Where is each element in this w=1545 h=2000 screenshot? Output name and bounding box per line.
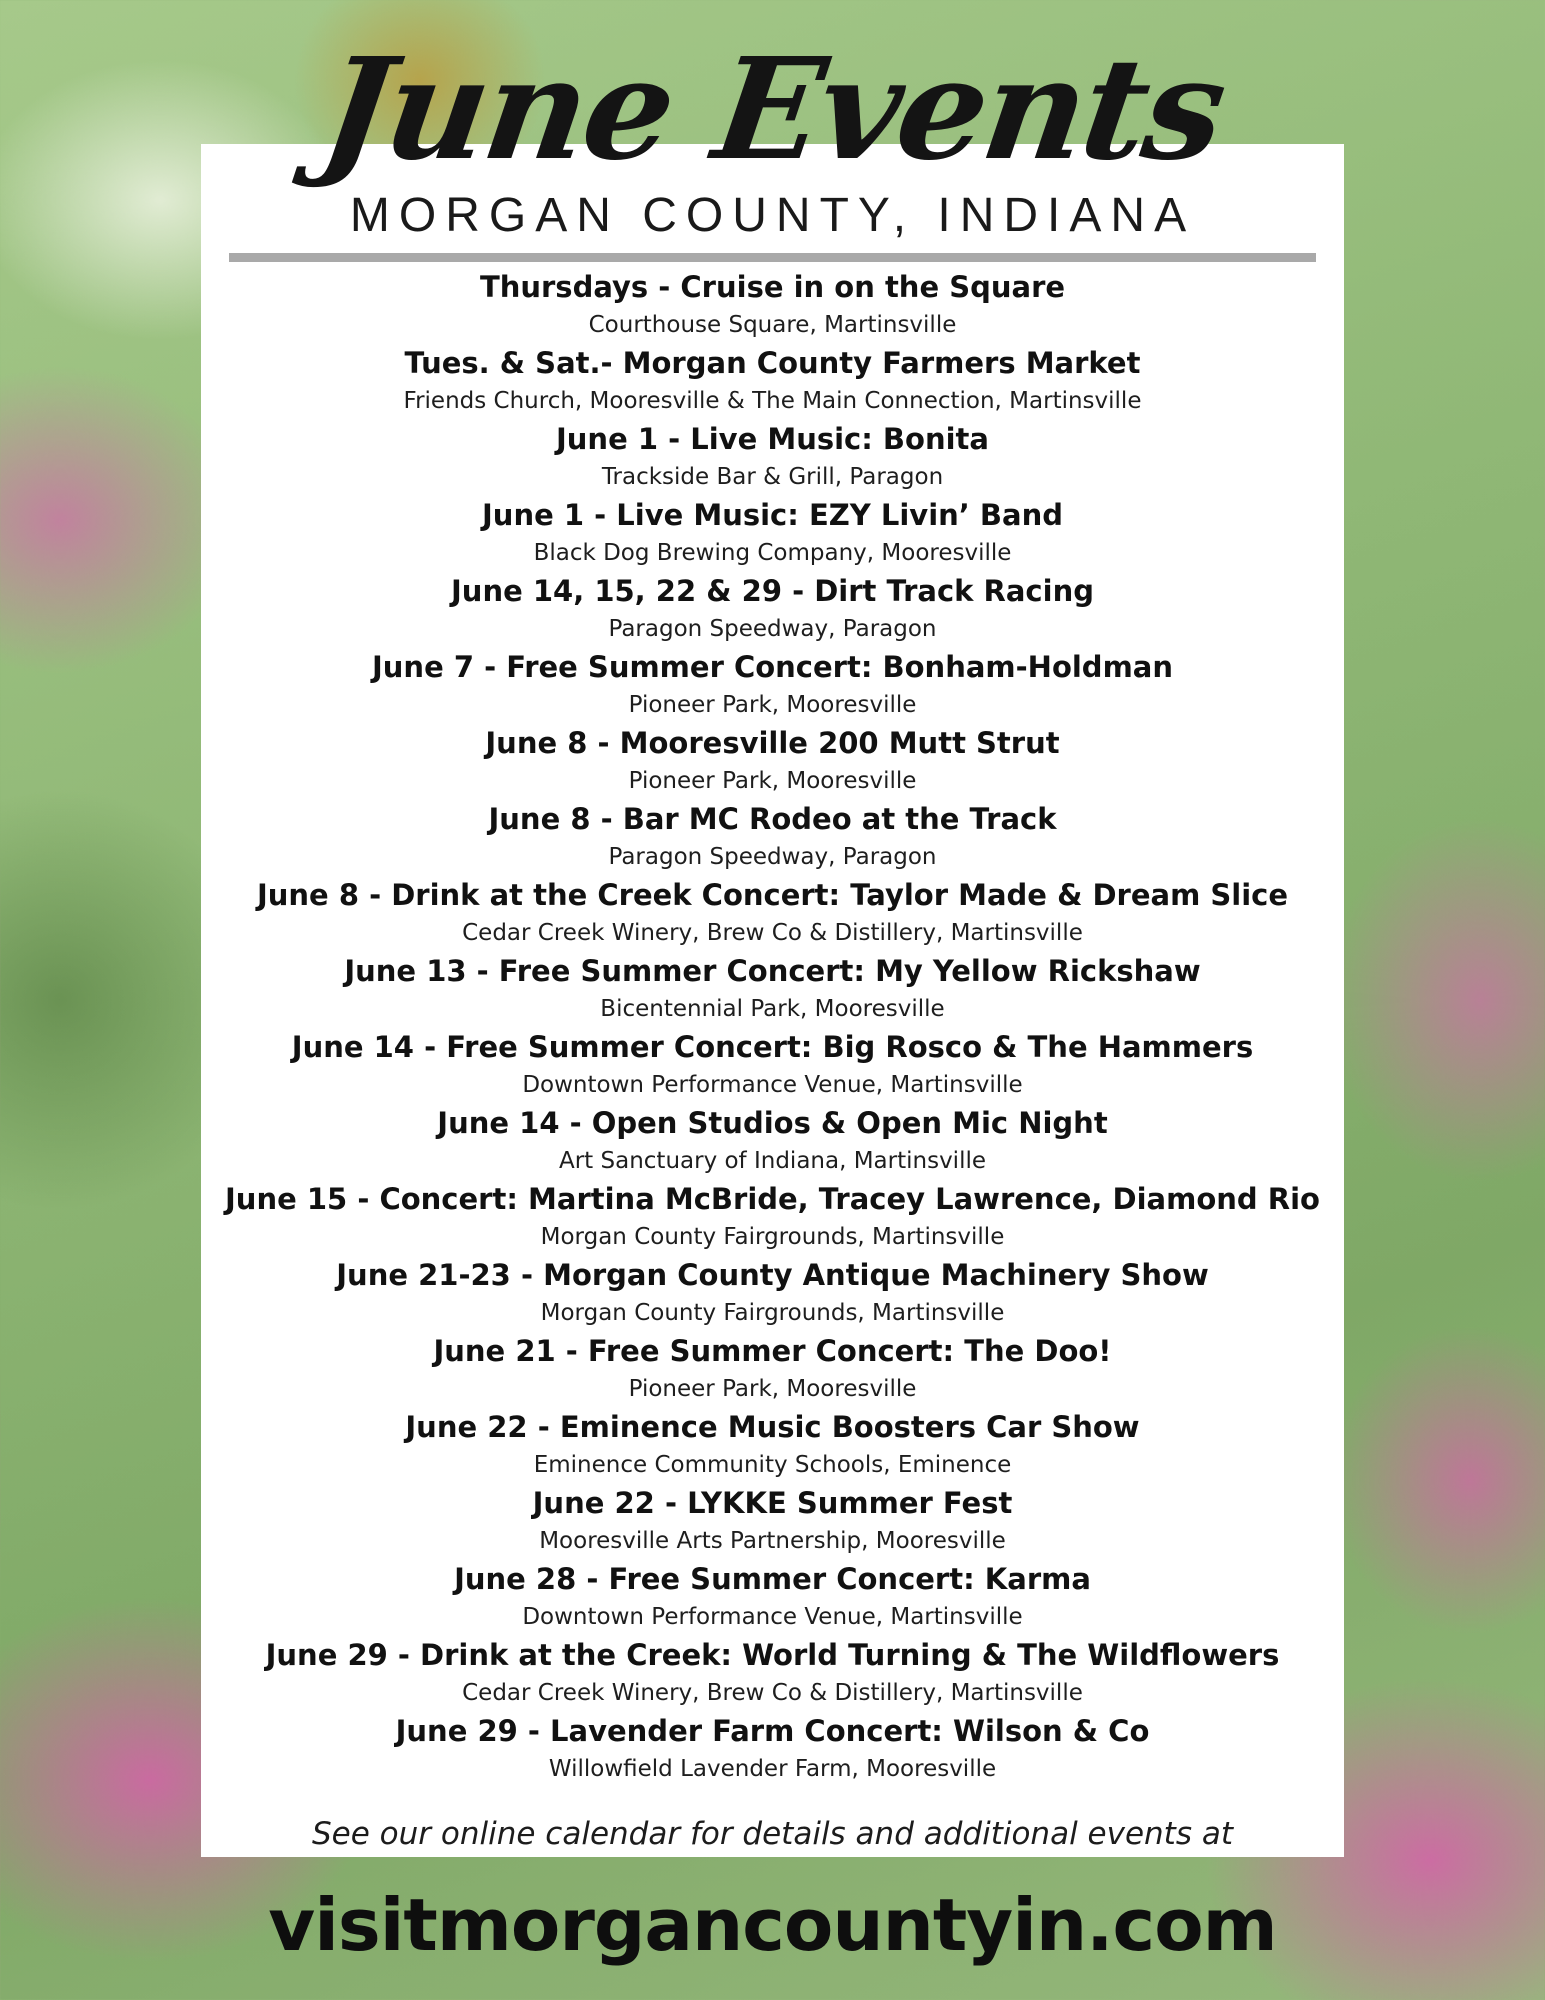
- event-item: [201, 1405, 1344, 1481]
- event-item: [201, 1329, 1344, 1405]
- event-title: June 28 - Free Summer Concert: Karma: [454, 1562, 1091, 1596]
- event-venue: Black Dog Brewing Company, Mooresville: [533, 540, 1012, 566]
- event-title: June 14 - Open Studios & Open Mic Night: [437, 1106, 1108, 1140]
- event-item: [201, 417, 1344, 493]
- event-item: [201, 797, 1344, 873]
- event-title: June 1 - Live Music: Bonita: [556, 422, 989, 456]
- event-venue: Cedar Creek Winery, Brew Co & Distillery, Martinsville: [462, 920, 1083, 946]
- event-item: [201, 721, 1344, 797]
- event-venue: Downtown Performance Venue, Martinsville: [522, 1604, 1023, 1630]
- event-item: [201, 873, 1344, 949]
- event-title: June 14 - Free Summer Concert: Big Rosco & The Hammers: [291, 1030, 1254, 1064]
- page-title: June Events: [312, 28, 1233, 192]
- event-venue: Trackside Bar & Grill, Paragon: [601, 464, 944, 490]
- event-title: June 8 - Bar MC Rodeo at the Track: [488, 802, 1057, 836]
- event-item: [201, 1481, 1344, 1557]
- event-title: Thursdays - Cruise in on the Square: [479, 270, 1066, 304]
- website-url[interactable]: visitmorgancountyin.com: [268, 1883, 1277, 1967]
- event-venue: Courthouse Square, Martinsville: [588, 312, 957, 338]
- event-venue: Art Sanctuary of Indiana, Martinsville: [558, 1148, 987, 1174]
- event-title: June 21 - Free Summer Concert: The Doo!: [433, 1334, 1112, 1368]
- event-item: [201, 569, 1344, 645]
- divider: [229, 253, 1316, 262]
- event-item: [201, 1177, 1344, 1253]
- event-venue: Morgan County Fairgrounds, Martinsville: [540, 1224, 1005, 1250]
- event-title: June 13 - Free Summer Concert: My Yellow Rickshaw: [344, 954, 1201, 988]
- event-item: [201, 949, 1344, 1025]
- event-venue: Eminence Community Schools, Eminence: [533, 1452, 1012, 1478]
- event-venue: Pioneer Park, Mooresville: [628, 1376, 917, 1402]
- event-title: Tues. & Sat.- Morgan County Farmers Market: [404, 346, 1141, 380]
- event-item: [201, 1557, 1344, 1633]
- event-venue: Cedar Creek Winery, Brew Co & Distillery, Martinsville: [462, 1680, 1083, 1706]
- event-title: June 8 - Drink at the Creek Concert: Taylor Made & Dream Slice: [256, 878, 1289, 912]
- event-title: June 14, 15, 22 & 29 - Dirt Track Racing: [451, 574, 1094, 608]
- event-venue: Mooresville Arts Partnership, Mooresville: [539, 1528, 1006, 1554]
- event-item: [201, 1253, 1344, 1329]
- event-item: [201, 1101, 1344, 1177]
- event-title: June 8 - Mooresville 200 Mutt Strut: [485, 726, 1060, 760]
- event-title: June 29 - Lavender Farm Concert: Wilson & Co: [395, 1714, 1150, 1748]
- event-title: June 22 - Eminence Music Boosters Car Show: [405, 1410, 1140, 1444]
- calendar-note: See our online calendar for details and additional events at: [312, 1816, 1233, 1852]
- event-item: [201, 341, 1344, 417]
- event-title: June 1 - Live Music: EZY Livin’ Band: [482, 498, 1063, 532]
- page-subtitle: MORGAN COUNTY, INDIANA: [349, 189, 1196, 242]
- events-list: [201, 265, 1344, 1785]
- event-item: [201, 1633, 1344, 1709]
- event-venue: Morgan County Fairgrounds, Martinsville: [540, 1300, 1005, 1326]
- event-venue: Willowfield Lavender Farm, Mooresville: [548, 1756, 997, 1782]
- event-venue: Friends Church, Mooresville & The Main Connection, Martinsville: [403, 388, 1142, 414]
- event-venue: Paragon Speedway, Paragon: [608, 844, 937, 870]
- event-venue: Paragon Speedway, Paragon: [608, 616, 937, 642]
- event-title: June 29 - Drink at the Creek: World Turning & The Wildflowers: [265, 1638, 1280, 1672]
- event-item: [201, 1025, 1344, 1101]
- event-title: June 22 - LYKKE Summer Fest: [532, 1486, 1013, 1520]
- event-venue: Pioneer Park, Mooresville: [628, 692, 917, 718]
- event-title: June 21-23 - Morgan County Antique Machinery Show: [336, 1258, 1209, 1292]
- event-title: June 7 - Free Summer Concert: Bonham-Holdman: [371, 650, 1173, 684]
- event-item: [201, 1709, 1344, 1785]
- event-item: [201, 645, 1344, 721]
- event-title: June 15 - Concert: Martina McBride, Tracey Lawrence, Diamond Rio: [225, 1182, 1320, 1216]
- event-venue: Downtown Performance Venue, Martinsville: [522, 1072, 1023, 1098]
- event-venue: Bicentennial Park, Mooresville: [600, 996, 945, 1022]
- event-venue: Pioneer Park, Mooresville: [628, 768, 917, 794]
- event-item: [201, 265, 1344, 341]
- event-item: [201, 493, 1344, 569]
